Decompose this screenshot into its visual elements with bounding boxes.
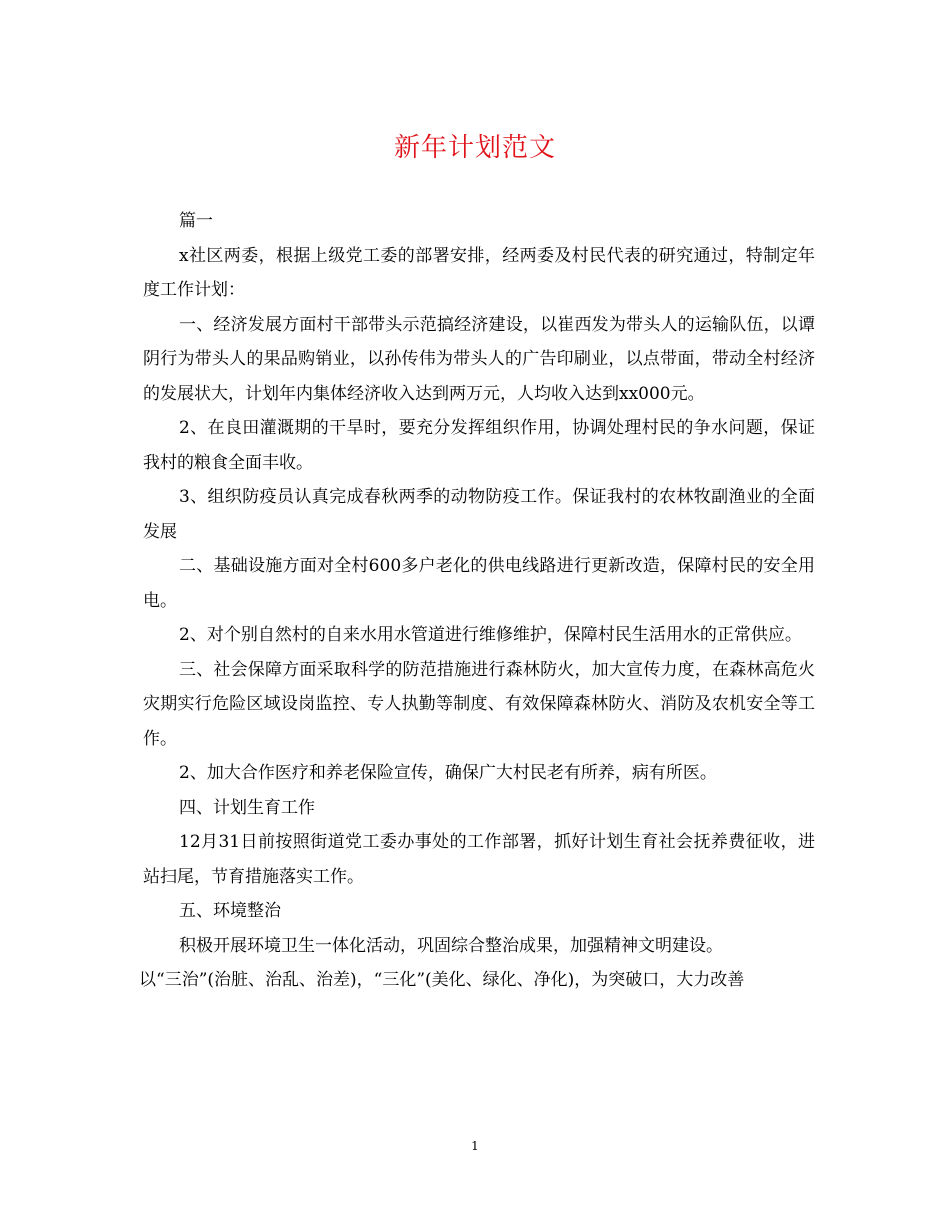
section-heading: 四、计划生育工作 [179, 797, 315, 818]
paragraph: 2、对个别自然村的自来水用水管道进行维修维护，保障村民生活用水的正常供应。 [179, 625, 802, 645]
section-heading: 五、环境整治 [179, 901, 281, 921]
document-body [139, 204, 815, 998]
paragraph: 2、在良田灌溉期的干旱时，要充分发挥组织作用，协调处理村民的争水问题，保证我村的粮食全面丰收。 [143, 418, 815, 473]
paragraph: 三、社会保障方面采取科学的防范措施进行森林防火，加大宣传力度，在森林高危火灾期实行危险区域设岗监控、专人执勤等制度、有效保障森林防火、消防及农机安全等工作。 [143, 659, 815, 749]
paragraph: 一、经济发展方面村干部带头示范搞经济建设，以崔西发为带头人的运输队伍，以谭阴行为带头人的果品购销业，以孙传伟为带头人的广告印刷业，以点带面，带动全村经济的发展状大，计划年内集体经济收入达到两万元，人均收入达到xx000元。 [143, 314, 815, 404]
document-title: 新年计划范文 [393, 133, 556, 163]
paragraph: 2、加大合作医疗和养老保险宣传，确保广大村民老有所养，病有所医。 [179, 763, 717, 783]
section-heading: 篇一 [179, 211, 213, 231]
paragraph: 12月31日前按照街道党工委办事处的工作部署，抓好计划生育社会抚养费征收，进站扫尾，节育措施落实工作。 [143, 832, 815, 887]
paragraph: 以“三治”(治脏、治乱、治差)，“三化”(美化、绿化、净化)，为突破口，大力改善 [139, 970, 745, 990]
paragraph: x社区两委，根据上级党工委的部署安排，经两委及村民代表的研究通过，特制定年度工作计划： [143, 245, 815, 300]
paragraph: 二、基础设施方面对全村600多户老化的供电线路进行更新改造，保障村民的安全用电。 [143, 556, 815, 611]
paragraph: 3、组织防疫员认真完成春秋两季的动物防疫工作。保证我村的农林牧副渔业的全面发展 [143, 487, 815, 542]
paragraph: 积极开展环境卫生一体化活动，巩固综合整治成果，加强精神文明建设。 [179, 935, 723, 956]
page-number: 1 [471, 1139, 479, 1153]
